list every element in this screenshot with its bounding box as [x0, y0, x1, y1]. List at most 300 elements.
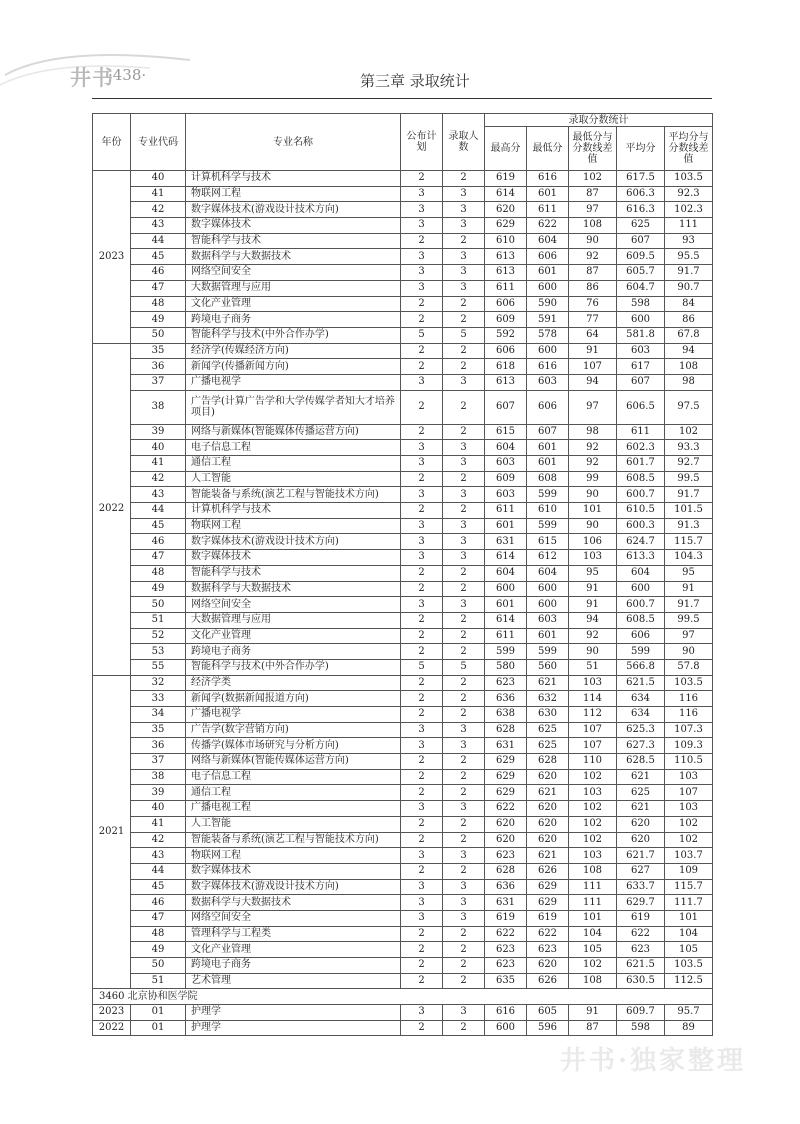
cell-name: 新闻学(数据新闻报道方向) [186, 691, 401, 707]
cell-enrolled: 2 [443, 832, 485, 848]
cell-max: 629 [485, 754, 527, 770]
cell-avg-diff: 84 [665, 296, 713, 312]
col-plan: 公布计划 [401, 114, 443, 171]
cell-name: 护理学 [186, 1005, 401, 1021]
cell-name: 广告学(计算广告学和大学传媒学者知大才培养项目) [186, 390, 401, 424]
table-row [93, 863, 713, 879]
cell-avg: 609.5 [617, 249, 665, 265]
cell-min-diff: 94 [569, 612, 617, 628]
cell-min: 629 [527, 895, 569, 911]
cell-plan: 3 [401, 597, 443, 613]
cell-avg: 600 [617, 581, 665, 597]
cell-code: 38 [131, 390, 186, 424]
cell-plan: 2 [401, 832, 443, 848]
cell-max: 611 [485, 628, 527, 644]
cell-code: 51 [131, 612, 186, 628]
cell-plan: 2 [401, 863, 443, 879]
cell-plan: 2 [401, 942, 443, 958]
cell-code: 48 [131, 296, 186, 312]
cell-max: 619 [485, 910, 527, 926]
cell-enrolled: 3 [443, 456, 485, 472]
table-row [93, 550, 713, 566]
cell-enrolled: 2 [443, 707, 485, 723]
cell-min-diff: 102 [569, 769, 617, 785]
cell-name: 艺术管理 [186, 973, 401, 989]
cell-avg-diff: 103.7 [665, 848, 713, 864]
cell-enrolled: 2 [443, 675, 485, 691]
cell-min: 596 [527, 1020, 569, 1036]
table-row [93, 280, 713, 296]
cell-avg-diff: 105 [665, 942, 713, 958]
table-row [93, 926, 713, 942]
cell-plan: 3 [401, 738, 443, 754]
cell-min-diff: 102 [569, 832, 617, 848]
cell-plan: 3 [401, 374, 443, 390]
table-row [93, 785, 713, 801]
cell-year: 2023 [93, 1005, 131, 1021]
cell-max: 629 [485, 218, 527, 234]
cell-avg: 603 [617, 343, 665, 359]
admission-table [92, 113, 713, 1036]
cell-avg-diff: 92.7 [665, 456, 713, 472]
cell-min-diff: 51 [569, 659, 617, 675]
cell-min: 605 [527, 1005, 569, 1021]
cell-name: 管理科学与工程类 [186, 926, 401, 942]
cell-avg-diff: 103.5 [665, 675, 713, 691]
cell-plan: 2 [401, 958, 443, 974]
cell-avg-diff: 112.5 [665, 973, 713, 989]
cell-plan: 3 [401, 202, 443, 218]
cell-name: 物联网工程 [186, 186, 401, 202]
cell-max: 638 [485, 707, 527, 723]
cell-min: 620 [527, 958, 569, 974]
table-row [93, 390, 713, 424]
cell-min: 604 [527, 233, 569, 249]
cell-code: 50 [131, 958, 186, 974]
cell-avg-diff: 103.5 [665, 171, 713, 187]
table-row [93, 1020, 713, 1036]
cell-min: 616 [527, 171, 569, 187]
cell-min: 606 [527, 390, 569, 424]
cell-code: 01 [131, 1020, 186, 1036]
cell-avg: 602.3 [617, 440, 665, 456]
cell-avg-diff: 115.7 [665, 879, 713, 895]
table-row [93, 503, 713, 519]
cell-max: 606 [485, 296, 527, 312]
table-row [93, 1005, 713, 1021]
table-row [93, 343, 713, 359]
cell-avg: 600 [617, 312, 665, 328]
cell-code: 40 [131, 801, 186, 817]
cell-max: 613 [485, 265, 527, 281]
cell-enrolled: 3 [443, 550, 485, 566]
cell-name: 数据科学与大数据技术 [186, 895, 401, 911]
cell-enrolled: 3 [443, 848, 485, 864]
cell-code: 35 [131, 722, 186, 738]
cell-min-diff: 102 [569, 958, 617, 974]
cell-avg: 604.7 [617, 280, 665, 296]
cell-min: 612 [527, 550, 569, 566]
cell-plan: 2 [401, 973, 443, 989]
table-row [93, 312, 713, 328]
cell-plan: 2 [401, 628, 443, 644]
cell-min-diff: 103 [569, 675, 617, 691]
cell-plan: 2 [401, 769, 443, 785]
table-row [93, 565, 713, 581]
cell-plan: 3 [401, 895, 443, 911]
cell-enrolled: 3 [443, 202, 485, 218]
cell-avg-diff: 91.7 [665, 487, 713, 503]
cell-enrolled: 2 [443, 312, 485, 328]
cell-avg: 598 [617, 1020, 665, 1036]
cell-enrolled: 2 [443, 343, 485, 359]
cell-avg-diff: 91.7 [665, 265, 713, 281]
cell-code: 39 [131, 424, 186, 440]
table-row [93, 440, 713, 456]
cell-enrolled: 2 [443, 471, 485, 487]
cell-avg-diff: 91 [665, 581, 713, 597]
cell-max: 609 [485, 312, 527, 328]
cell-plan: 2 [401, 565, 443, 581]
cell-avg-diff: 99.5 [665, 612, 713, 628]
cell-min-diff: 108 [569, 863, 617, 879]
table-row [93, 534, 713, 550]
table-row [93, 597, 713, 613]
cell-avg-diff: 102 [665, 832, 713, 848]
cell-enrolled: 3 [443, 722, 485, 738]
cell-avg: 621 [617, 801, 665, 817]
cell-year: 2022 [93, 1020, 131, 1036]
cell-max: 620 [485, 816, 527, 832]
cell-avg-diff: 67.8 [665, 327, 713, 343]
cell-name: 智能装备与系统(演艺工程与智能技术方向) [186, 832, 401, 848]
cell-enrolled: 3 [443, 265, 485, 281]
cell-plan: 2 [401, 644, 443, 660]
cell-enrolled: 3 [443, 374, 485, 390]
cell-avg: 606 [617, 628, 665, 644]
cell-avg-diff: 90.7 [665, 280, 713, 296]
cell-enrolled: 2 [443, 816, 485, 832]
cell-name: 跨境电子商务 [186, 312, 401, 328]
cell-enrolled: 2 [443, 628, 485, 644]
cell-max: 580 [485, 659, 527, 675]
cell-min: 607 [527, 424, 569, 440]
cell-min-diff: 92 [569, 440, 617, 456]
cell-avg: 617.5 [617, 171, 665, 187]
table-row [93, 973, 713, 989]
cell-avg: 581.8 [617, 327, 665, 343]
cell-plan: 3 [401, 280, 443, 296]
cell-name: 电子信息工程 [186, 769, 401, 785]
table-row [93, 218, 713, 234]
cell-code: 46 [131, 895, 186, 911]
cell-avg-diff: 108 [665, 359, 713, 375]
cell-avg: 616.3 [617, 202, 665, 218]
cell-name: 传播学(媒体市场研究与分析方向) [186, 738, 401, 754]
cell-code: 46 [131, 534, 186, 550]
cell-min-diff: 97 [569, 390, 617, 424]
cell-avg-diff: 102.3 [665, 202, 713, 218]
cell-min: 600 [527, 597, 569, 613]
table-row [93, 171, 713, 187]
cell-max: 600 [485, 1020, 527, 1036]
cell-enrolled: 3 [443, 738, 485, 754]
cell-avg-diff: 103 [665, 769, 713, 785]
cell-max: 606 [485, 343, 527, 359]
cell-min-diff: 103 [569, 785, 617, 801]
cell-avg: 625 [617, 785, 665, 801]
cell-avg: 629.7 [617, 895, 665, 911]
cell-code: 33 [131, 691, 186, 707]
table-row [93, 848, 713, 864]
cell-code: 41 [131, 816, 186, 832]
cell-avg-diff: 94 [665, 343, 713, 359]
cell-avg: 613.3 [617, 550, 665, 566]
cell-name: 文化产业管理 [186, 942, 401, 958]
cell-avg: 609.7 [617, 1005, 665, 1021]
cell-min: 601 [527, 265, 569, 281]
cell-code: 51 [131, 973, 186, 989]
cell-name: 数字媒体技术 [186, 550, 401, 566]
cell-plan: 5 [401, 327, 443, 343]
cell-min: 599 [527, 487, 569, 503]
cell-plan: 2 [401, 424, 443, 440]
cell-plan: 3 [401, 1005, 443, 1021]
cell-min-diff: 76 [569, 296, 617, 312]
col-enrolled: 录取人数 [443, 114, 485, 171]
cell-max: 618 [485, 359, 527, 375]
cell-code: 42 [131, 832, 186, 848]
cell-min-diff: 101 [569, 503, 617, 519]
cell-min: 630 [527, 707, 569, 723]
cell-max: 629 [485, 769, 527, 785]
cell-min: 621 [527, 848, 569, 864]
cell-plan: 2 [401, 816, 443, 832]
cell-avg: 633.7 [617, 879, 665, 895]
cell-code: 40 [131, 171, 186, 187]
cell-max: 616 [485, 1005, 527, 1021]
cell-code: 47 [131, 550, 186, 566]
cell-code: 36 [131, 738, 186, 754]
cell-avg: 600.7 [617, 487, 665, 503]
cell-max: 604 [485, 440, 527, 456]
cell-enrolled: 2 [443, 390, 485, 424]
cell-avg-diff: 86 [665, 312, 713, 328]
col-year: 年份 [93, 114, 131, 171]
cell-max: 614 [485, 186, 527, 202]
cell-avg: 623 [617, 942, 665, 958]
chapter-title: 第三章 录取统计 [360, 72, 470, 90]
cell-enrolled: 5 [443, 327, 485, 343]
cell-enrolled: 2 [443, 503, 485, 519]
cell-code: 45 [131, 879, 186, 895]
year-cell: 2021 [93, 675, 131, 989]
table-row [93, 612, 713, 628]
cell-min-diff: 102 [569, 171, 617, 187]
cell-min: 625 [527, 738, 569, 754]
cell-code: 38 [131, 769, 186, 785]
table-row [93, 707, 713, 723]
cell-enrolled: 3 [443, 895, 485, 911]
cell-max: 623 [485, 848, 527, 864]
cell-name: 数字媒体技术 [186, 218, 401, 234]
cell-avg-diff: 93 [665, 233, 713, 249]
cell-plan: 3 [401, 910, 443, 926]
cell-max: 609 [485, 471, 527, 487]
cell-plan: 3 [401, 487, 443, 503]
cell-min: 599 [527, 518, 569, 534]
cell-min-diff: 99 [569, 471, 617, 487]
col-min-diff: 最低分与分数线差值 [569, 127, 617, 171]
cell-avg: 599 [617, 644, 665, 660]
cell-name: 智能科学与技术(中外合作办学) [186, 327, 401, 343]
cell-avg-diff: 97 [665, 628, 713, 644]
cell-code: 49 [131, 312, 186, 328]
cell-avg: 601.7 [617, 456, 665, 472]
table-row [93, 518, 713, 534]
cell-name: 新闻学(传播新闻方向) [186, 359, 401, 375]
cell-min-diff: 95 [569, 565, 617, 581]
cell-avg-diff: 90 [665, 644, 713, 660]
table-row [93, 327, 713, 343]
cell-avg-diff: 89 [665, 1020, 713, 1036]
cell-code: 41 [131, 456, 186, 472]
cell-min: 620 [527, 769, 569, 785]
cell-min: 578 [527, 327, 569, 343]
cell-min-diff: 111 [569, 879, 617, 895]
cell-enrolled: 3 [443, 879, 485, 895]
cell-min-diff: 91 [569, 581, 617, 597]
cell-enrolled: 3 [443, 280, 485, 296]
cell-min-diff: 87 [569, 186, 617, 202]
cell-min: 620 [527, 832, 569, 848]
cell-avg: 607 [617, 233, 665, 249]
cell-enrolled: 2 [443, 863, 485, 879]
cell-max: 622 [485, 926, 527, 942]
table-row [93, 581, 713, 597]
cell-avg-diff: 116 [665, 707, 713, 723]
cell-max: 623 [485, 675, 527, 691]
cell-plan: 2 [401, 359, 443, 375]
cell-name: 智能装备与系统(演艺工程与智能技术方向) [186, 487, 401, 503]
cell-max: 614 [485, 550, 527, 566]
cell-enrolled: 2 [443, 754, 485, 770]
cell-enrolled: 2 [443, 612, 485, 628]
cell-enrolled: 2 [443, 691, 485, 707]
cell-enrolled: 2 [443, 644, 485, 660]
cell-name: 人工智能 [186, 471, 401, 487]
cell-avg: 627.3 [617, 738, 665, 754]
cell-avg-diff: 103 [665, 801, 713, 817]
cell-name: 网络空间安全 [186, 597, 401, 613]
cell-avg-diff: 102 [665, 424, 713, 440]
cell-avg: 620 [617, 816, 665, 832]
cell-enrolled: 5 [443, 659, 485, 675]
cell-name: 网络空间安全 [186, 265, 401, 281]
cell-avg: 617 [617, 359, 665, 375]
cell-min-diff: 110 [569, 754, 617, 770]
cell-min-diff: 103 [569, 848, 617, 864]
cell-min-diff: 112 [569, 707, 617, 723]
cell-plan: 2 [401, 691, 443, 707]
cell-enrolled: 2 [443, 1020, 485, 1036]
cell-avg-diff: 93.3 [665, 440, 713, 456]
cell-enrolled: 2 [443, 359, 485, 375]
cell-min-diff: 106 [569, 534, 617, 550]
cell-avg-diff: 95.5 [665, 249, 713, 265]
cell-avg-diff: 95 [665, 565, 713, 581]
cell-min: 591 [527, 312, 569, 328]
cell-name: 数字媒体技术(游戏设计技术方向) [186, 202, 401, 218]
cell-plan: 2 [401, 754, 443, 770]
cell-max: 603 [485, 456, 527, 472]
cell-avg-diff: 91.7 [665, 597, 713, 613]
cell-plan: 3 [401, 534, 443, 550]
cell-max: 600 [485, 581, 527, 597]
col-name: 专业名称 [186, 114, 401, 171]
cell-min-diff: 107 [569, 359, 617, 375]
cell-min: 621 [527, 785, 569, 801]
cell-max: 631 [485, 895, 527, 911]
cell-name: 跨境电子商务 [186, 958, 401, 974]
cell-min-diff: 107 [569, 722, 617, 738]
cell-plan: 2 [401, 675, 443, 691]
cell-enrolled: 3 [443, 801, 485, 817]
cell-code: 42 [131, 202, 186, 218]
cell-name: 智能科学与技术 [186, 565, 401, 581]
cell-max: 603 [485, 487, 527, 503]
col-code: 专业代码 [131, 114, 186, 171]
table-row [93, 958, 713, 974]
cell-min: 606 [527, 249, 569, 265]
cell-min-diff: 94 [569, 374, 617, 390]
cell-name: 网络与新媒体(智能传媒体运营方向) [186, 754, 401, 770]
col-stats-group: 录取分数统计 [485, 114, 713, 127]
table-row [93, 942, 713, 958]
cell-avg-diff: 111.7 [665, 895, 713, 911]
cell-max: 599 [485, 644, 527, 660]
cell-enrolled: 3 [443, 518, 485, 534]
table-row [93, 296, 713, 312]
page-header [0, 0, 800, 100]
cell-code: 44 [131, 233, 186, 249]
cell-code: 49 [131, 581, 186, 597]
cell-min-diff: 87 [569, 265, 617, 281]
cell-enrolled: 2 [443, 233, 485, 249]
cell-min: 601 [527, 456, 569, 472]
cell-enrolled: 3 [443, 218, 485, 234]
cell-avg: 608.5 [617, 612, 665, 628]
cell-plan: 2 [401, 296, 443, 312]
cell-avg-diff: 97.5 [665, 390, 713, 424]
cell-avg-diff: 101 [665, 910, 713, 926]
cell-min: 608 [527, 471, 569, 487]
cell-min: 590 [527, 296, 569, 312]
cell-min: 601 [527, 186, 569, 202]
cell-max: 620 [485, 202, 527, 218]
cell-min: 629 [527, 879, 569, 895]
cell-name: 计算机科学与技术 [186, 171, 401, 187]
table-row [93, 186, 713, 202]
cell-max: 636 [485, 879, 527, 895]
cell-plan: 2 [401, 785, 443, 801]
table-body [93, 171, 713, 1036]
cell-min-diff: 103 [569, 550, 617, 566]
cell-enrolled: 3 [443, 910, 485, 926]
cell-enrolled: 2 [443, 769, 485, 785]
cell-name: 数字媒体技术 [186, 863, 401, 879]
cell-avg: 600.3 [617, 518, 665, 534]
